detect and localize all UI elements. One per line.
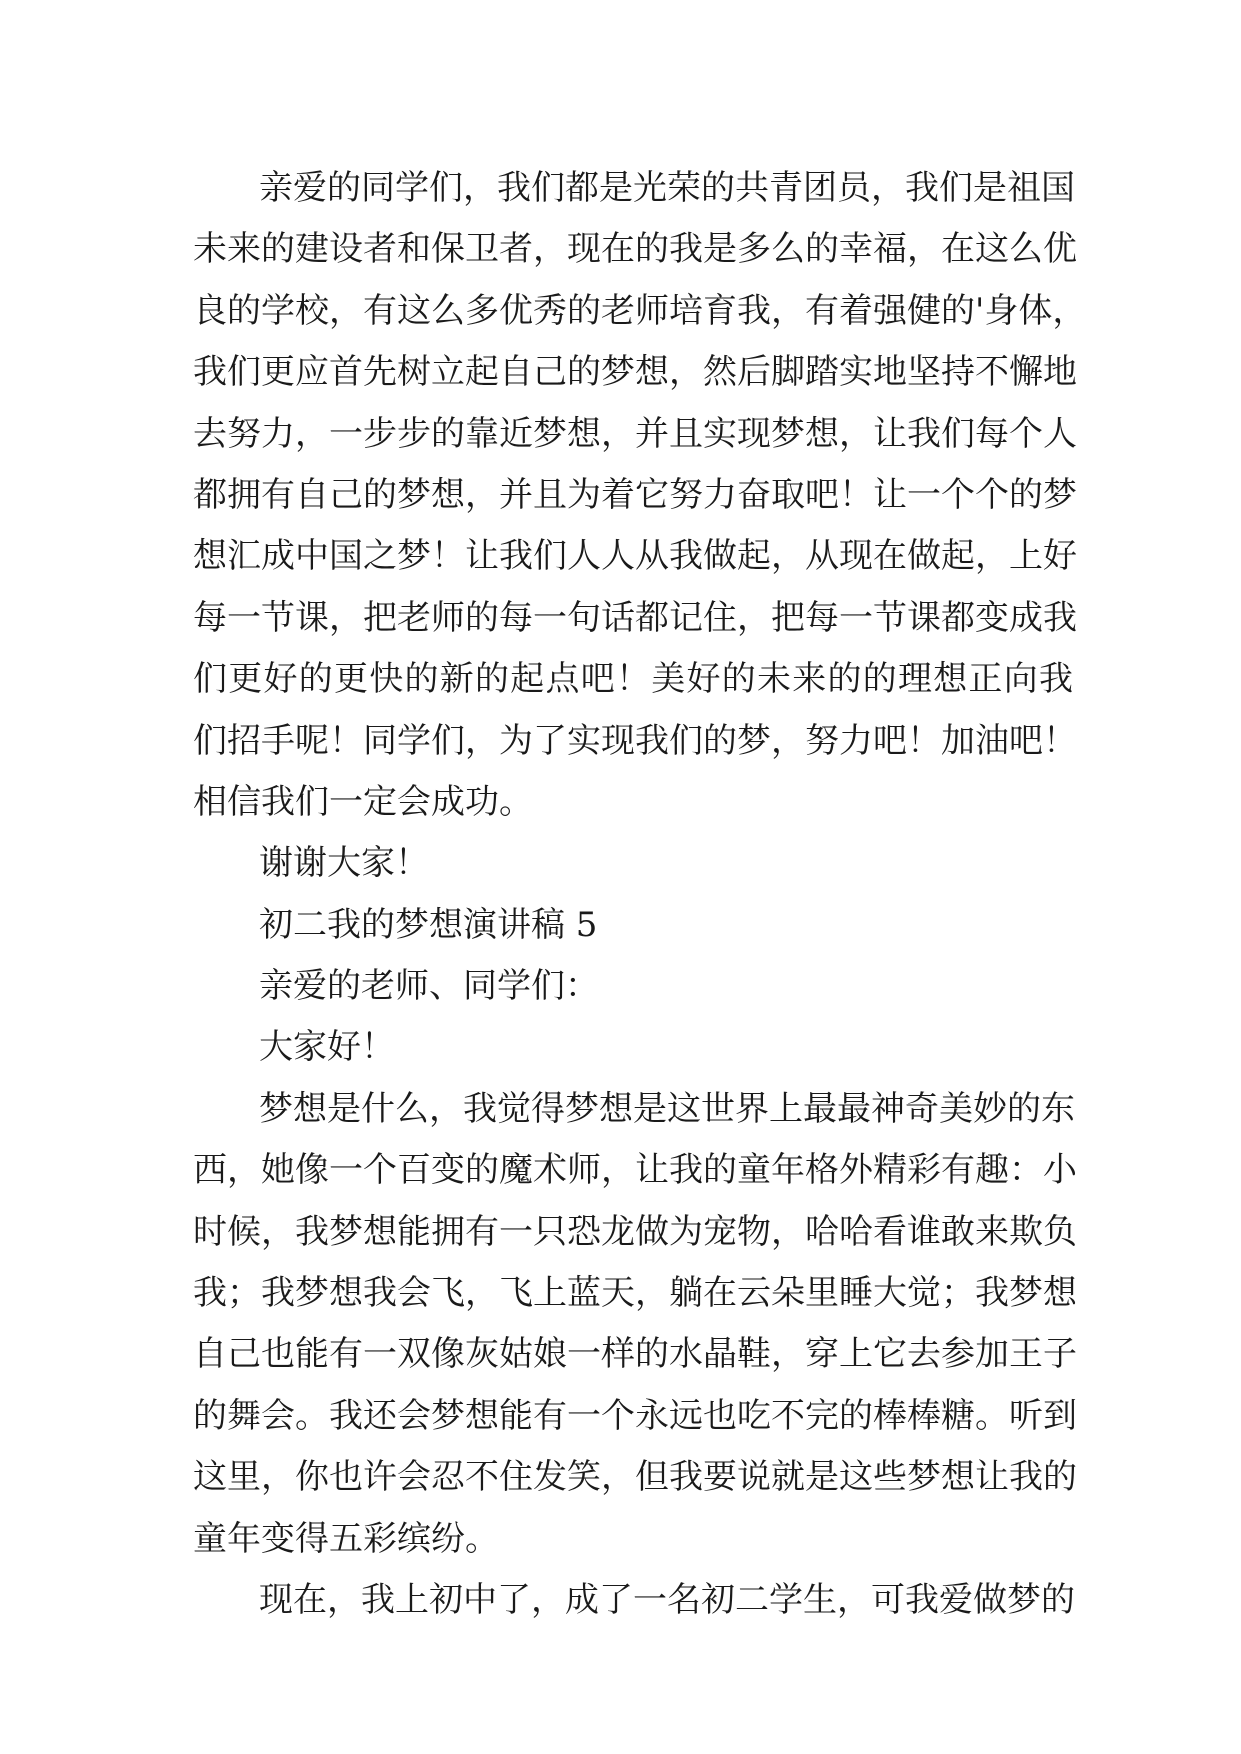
text-line: 的舞会。我还会梦想能有一个永远也吃不完的棒棒糖。听到 (193, 1395, 1077, 1436)
text-line: 相信我们一定会成功。 (193, 781, 533, 822)
text-line: 西，她像一个百变的魔术师，让我的童年格外精彩有趣：小 (193, 1150, 1077, 1191)
text-line: 想汇成中国之梦！让我们人人从我做起，从现在做起，上好 (193, 536, 1077, 577)
closing-line: 谢谢大家！ (259, 843, 429, 884)
text-line: 自己也能有一双像灰姑娘一样的水晶鞋，穿上它去参加王子 (193, 1334, 1077, 1375)
text-line: 我；我梦想我会飞，飞上蓝天，躺在云朵里睡大觉；我梦想 (193, 1273, 1077, 1314)
text-line: 去努力，一步步的靠近梦想，并且实现梦想，让我们每个人 (193, 413, 1077, 454)
text-line: 每一节课，把老师的每一句话都记住，把每一节课都变成我 (193, 597, 1077, 638)
speech-title: 初二我的梦想演讲稿 5 (259, 904, 598, 945)
document-body (193, 158, 1087, 1631)
text-line: 这里，你也许会忍不住发笑，但我要说就是这些梦想让我的 (193, 1457, 1077, 1498)
text-line: 现在，我上初中了，成了一名初二学生，可我爱做梦的 (259, 1579, 1075, 1620)
text-line: 亲爱的同学们，我们都是光荣的共青团员，我们是祖国 (259, 168, 1075, 208)
text-line: 童年变得五彩缤纷。 (193, 1518, 499, 1559)
greeting-line: 大家好！ (259, 1027, 395, 1068)
text-line: 未来的建设者和保卫者，现在的我是多么的幸福，在这么优 (193, 229, 1077, 270)
text-line: 良的学校，有这么多优秀的老师培育我，有着强健的'身体， (193, 290, 1087, 331)
text-line: 们招手呢！同学们，为了实现我们的梦，努力吧！加油吧！ (193, 720, 1077, 761)
text-line: 时候，我梦想能拥有一只恐龙做为宠物，哈哈看谁敢来欺负 (193, 1211, 1077, 1252)
text-line: 们更好的更快的新的起点吧！美好的未来的的理想正向我 (193, 659, 1073, 700)
salutation-line: 亲爱的老师、同学们： (259, 966, 599, 1007)
text-line: 都拥有自己的梦想，并且为着它努力奋取吧！让一个个的梦 (193, 474, 1077, 515)
text-line: 我们更应首先树立起自己的梦想，然后脚踏实地坚持不懈地 (193, 352, 1077, 393)
text-line: 梦想是什么，我觉得梦想是这世界上最最神奇美妙的东 (259, 1088, 1075, 1129)
